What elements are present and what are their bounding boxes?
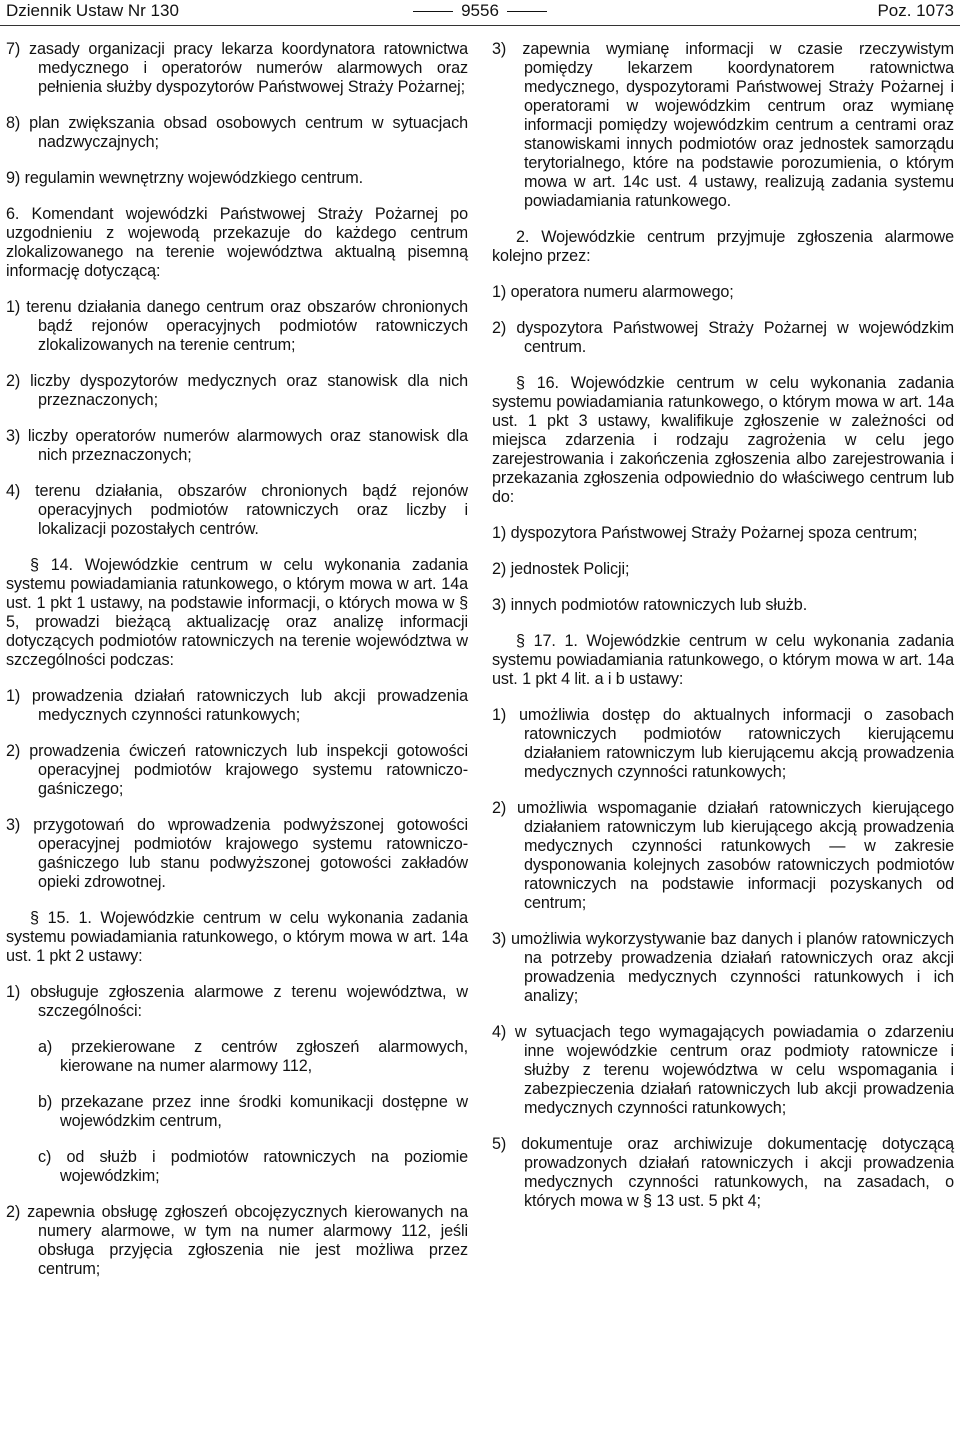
list-item: 2) prowadzenia ćwiczeń ratowniczych lub inspekcji gotowości operacyjnej podmiotów krajowego systemu ratowniczo-gaśniczego; xyxy=(6,742,468,798)
list-item: a) przekierowane z centrów zgłoszeń alarmowych, kierowane na numer alarmowy 112, xyxy=(38,1038,468,1075)
list-item: 1) umożliwia dostęp do aktualnych informacji o zasobach ratowniczych podmiotów ratowniczych kierującemu działaniem ratowniczym lub kierującemu akcją prowadzenia medycznych czynności ratunkowych; xyxy=(492,706,954,781)
list-item: 1) obsługuje zgłoszenia alarmowe z terenu województwa, w szczególności: xyxy=(6,983,468,1020)
list-item: b) przekazane przez inne środki komunikacji dostępne w wojewódzkim centrum, xyxy=(38,1093,468,1130)
left-column xyxy=(6,40,468,1296)
list-item: 4) w sytuacjach tego wymagających powiadamia o zdarzeniu inne wojewódzkie centrum oraz podmioty ratownicze i służby z terenu województwa w celu wspomagania i zabezpieczenia działań ratowniczych lub akcji prowadzenia medycznych czynności ratunkowych; xyxy=(492,1023,954,1117)
paragraph: 2. Wojewódzkie centrum przyjmuje zgłoszenia alarmowe kolejno przez: xyxy=(492,228,954,265)
list-item: 4) terenu działania, obszarów chronionych bądź rejonów operacyjnych podmiotów ratowniczych oraz liczby i lokalizacji pozostałych centrów. xyxy=(6,482,468,538)
paragraph: 6. Komendant wojewódzki Państwowej Straży Pożarnej po uzgodnieniu z wojewodą przekazuje do każdego centrum zlokalizowanego na terenie województwa aktualną pisemną informację dotyczącą: xyxy=(6,205,468,280)
list-item: 2) zapewnia obsługę zgłoszeń obcojęzycznych kierowanych na numery alarmowe, w tym na numer alarmowy 112, jeśli obsługa przyjęcia zgłoszenia nie jest możliwa przez centrum; xyxy=(6,1203,468,1278)
position-number: Poz. 1073 xyxy=(877,1,954,20)
list-item: 8) plan zwiększania obsad osobowych centrum w sytuacjach nadzwyczajnych; xyxy=(6,114,468,151)
paragraph: § 14. Wojewódzkie centrum w celu wykonania zadania systemu powiadamiania ratunkowego, o którym mowa w art. 14a ust. 1 pkt 1 ustawy, na podstawie informacji, o których mowa w § 5, prowadzi bieżącą aktualizację oraz analizę informacji dotyczących podmiotów ratowniczych na terenie województwa w szczególności podczas: xyxy=(6,556,468,669)
list-item: 1) prowadzenia działań ratowniczych lub akcji prowadzenia medycznych czynności ratunkowych; xyxy=(6,687,468,724)
paragraph: § 16. Wojewódzkie centrum w celu wykonania zadania systemu powiadamiania ratunkowego, o którym mowa w art. 14a ust. 1 pkt 3 ustawy, kwalifikuje zgłoszenie w zależności od miejsca zdarzenia i rodzaju zagrożenia w celu jego zarejestrowania i zakończenia zgłoszenia albo zarejestrowania i przekazania zgłoszenia odpowiednio do właściwego centrum lub do: xyxy=(492,374,954,506)
page-number: 9556 xyxy=(461,1,499,20)
list-item: 3) innych podmiotów ratowniczych lub służb. xyxy=(492,596,808,614)
header-rule xyxy=(0,25,960,26)
list-item: 5) dokumentuje oraz archiwizuje dokumentację dotyczącą prowadzonych działań ratowniczych i akcji prowadzenia medycznych czynności ratunkowych, na zasadach, o których mowa w § 13 ust. 5 pkt 4; xyxy=(492,1135,954,1210)
list-item: 2) jednostek Policji; xyxy=(492,560,630,578)
dash-left xyxy=(413,11,453,12)
list-item: 1) operatora numeru alarmowego; xyxy=(492,283,734,301)
list-item: 7) zasady organizacji pracy lekarza koordynatora ratownictwa medycznego i operatorów numerów alarmowych oraz pełnienia służby dyspozytorów Państwowej Straży Pożarnej; xyxy=(6,40,468,96)
list-item: 3) przygotowań do wprowadzenia podwyższonej gotowości operacyjnej podmiotów krajowego systemu ratowniczo-gaśniczego lub stanu podwyższonej gotowości zakładów opieki zdrowotnej. xyxy=(6,816,468,891)
list-item: 3) zapewnia wymianę informacji w czasie rzeczywistym pomiędzy lekarzem koordynatorem ratownictwa medycznego, dyspozytorami Państwowej Straży Pożarnej i operatorami w wojewódzkim centrum oraz wymianę informacji pomiędzy wojewódzkim centrum a centrami oraz stanowiskami innych podmiotów oraz jednostek samorządu terytorialnego, które na podstawie porozumienia, o którym mowa w art. 14c ust. 4 ustawy, realizują zadania systemu powiadamiania ratunkowego. xyxy=(492,40,954,210)
right-column xyxy=(492,40,954,1228)
dash-right xyxy=(507,11,547,12)
journal-title: Dziennik Ustaw Nr 130 xyxy=(6,1,179,20)
page-number-wrap xyxy=(6,0,954,22)
list-item: 2) liczby dyspozytorów medycznych oraz stanowisk dla nich przeznaczonych; xyxy=(6,372,468,409)
list-item: c) od służb i podmiotów ratowniczych na poziomie wojewódzkim; xyxy=(38,1148,468,1185)
list-item: 2) umożliwia wspomaganie działań ratowniczych kierującego działaniem ratowniczym lub kierującego akcją prowadzenia medycznych czynności ratunkowych — w zakresie dysponowania kolejnych zasobów ratowniczych podmiotów ratowniczych na podstawie informacji pozyskanych od centrum; xyxy=(492,799,954,912)
page-header xyxy=(6,0,954,22)
paragraph: § 15. 1. Wojewódzkie centrum w celu wykonania zadania systemu powiadamiania ratunkowego, o którym mowa w art. 14a ust. 1 pkt 2 ustawy: xyxy=(6,909,468,965)
list-item: 3) liczby operatorów numerów alarmowych oraz stanowisk dla nich przeznaczonych; xyxy=(6,427,468,464)
list-item: 1) terenu działania danego centrum oraz obszarów chronionych bądź rejonów operacyjnych podmiotów ratowniczych zlokalizowanych na terenie centrum; xyxy=(6,298,468,354)
list-item: 3) umożliwia wykorzystywanie baz danych i planów ratowniczych na potrzeby prowadzenia działań ratowniczych oraz akcji prowadzenia medycznych czynności ratunkowych i ich analizy; xyxy=(492,930,954,1005)
list-item: 9) regulamin wewnętrzny wojewódzkiego centrum. xyxy=(6,169,364,187)
list-item: 1) dyspozytora Państwowej Straży Pożarnej spoza centrum; xyxy=(492,524,918,542)
list-item: 2) dyspozytora Państwowej Straży Pożarnej w wojewódzkim centrum. xyxy=(492,319,954,356)
paragraph: § 17. 1. Wojewódzkie centrum w celu wykonania zadania systemu powiadamiania ratunkowego, o którym mowa w art. 14a ust. 1 pkt 4 lit. a i b ustawy: xyxy=(492,632,954,688)
